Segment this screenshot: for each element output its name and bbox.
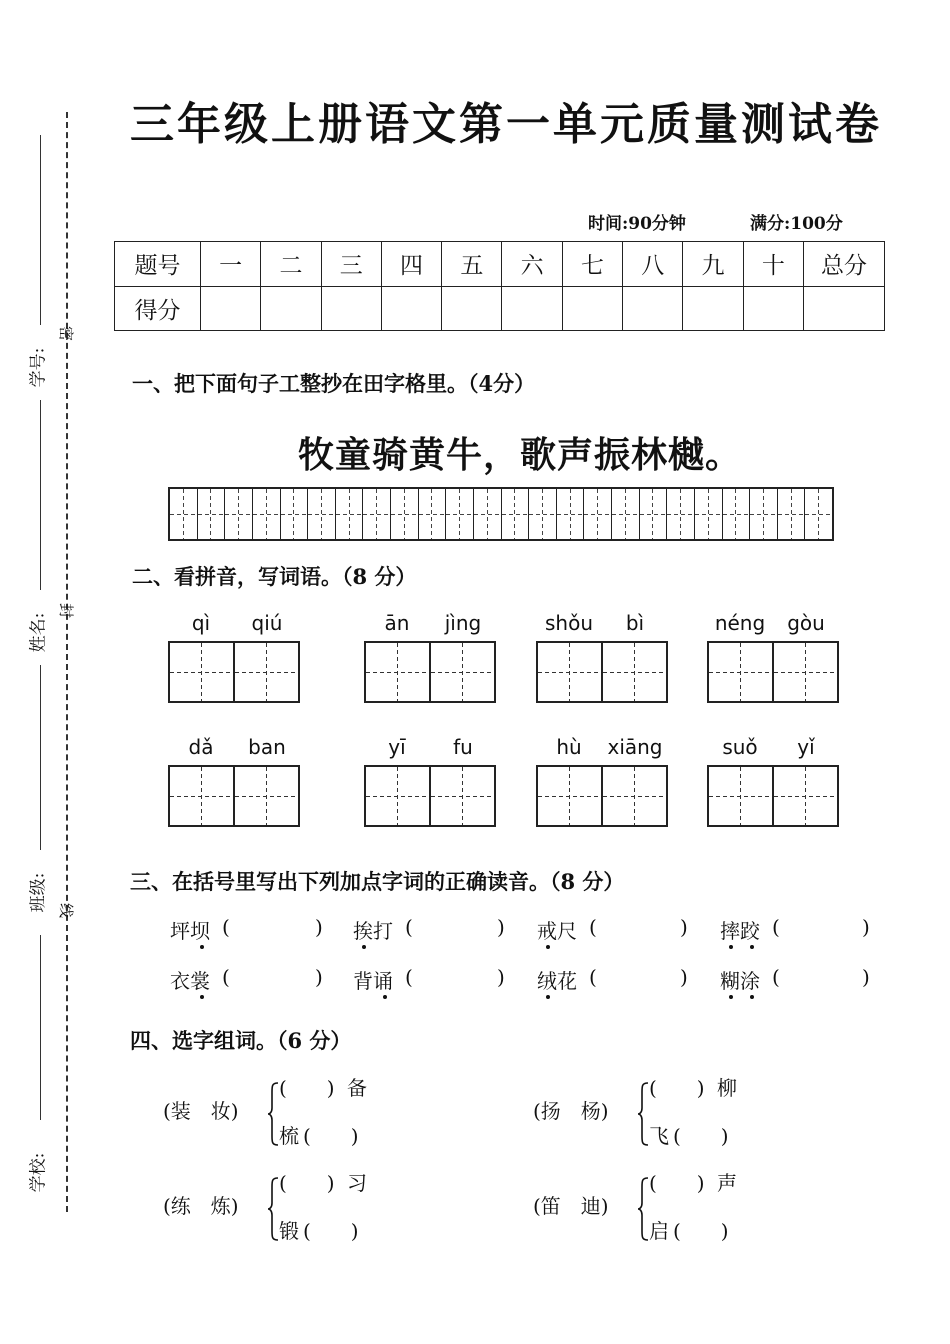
section1-heading: 一、把下面句子工整抄在田字格里。（4分） xyxy=(132,371,536,396)
pinyin-write-boxes xyxy=(364,765,496,827)
reading-word: 戒尺 xyxy=(537,919,577,943)
bottom-blank[interactable]: ( ) xyxy=(673,1219,729,1243)
top-blank[interactable]: ( ) xyxy=(279,1171,335,1195)
emphasis-dot xyxy=(729,995,733,999)
pinyin-syllable: yǐ xyxy=(797,735,815,759)
pinyin-word xyxy=(707,735,839,827)
student-id-rule xyxy=(40,135,41,325)
close-paren: ) xyxy=(680,915,688,939)
tianzige-cell[interactable] xyxy=(695,489,723,539)
pinyin-labels xyxy=(536,735,668,765)
pinyin-syllable: ban xyxy=(248,735,286,759)
close-paren: ) xyxy=(315,965,323,989)
open-paren: ( xyxy=(772,915,780,939)
bottom-char: 启 xyxy=(649,1219,669,1243)
answer-blank[interactable] xyxy=(415,915,493,941)
seal-xian: 线 xyxy=(57,902,76,919)
tianzige-box[interactable] xyxy=(709,643,774,701)
pinyin-syllable: dǎ xyxy=(188,735,214,759)
reading-word: 糊涂 xyxy=(720,969,760,993)
pinyin-syllable: yī xyxy=(388,735,406,759)
school-rule xyxy=(40,935,41,1120)
header-cell: 八 xyxy=(623,242,683,287)
pinyin-write-boxes xyxy=(707,641,839,703)
pinyin-word xyxy=(707,611,839,703)
pinyin-syllable: hù xyxy=(556,735,582,759)
header-cell: 四 xyxy=(381,242,441,287)
top-blank[interactable]: ( ) xyxy=(649,1171,705,1195)
student-id-label: 学号: xyxy=(28,347,49,388)
reading-word: 衣裳 xyxy=(170,969,210,993)
score-cell[interactable] xyxy=(562,286,622,331)
brace-icon xyxy=(267,1177,279,1241)
score-row-label: 得分 xyxy=(115,286,201,331)
tianzige-box[interactable] xyxy=(538,767,603,825)
answer-blank[interactable] xyxy=(232,965,311,991)
tianzige-cell[interactable] xyxy=(502,489,530,539)
header-cell: 总分 xyxy=(804,242,885,287)
section3-heading: 三、在括号里写出下列加点字词的正确读音。（8 分） xyxy=(130,869,625,894)
char-pair: (练 炼) xyxy=(163,1194,239,1218)
top-char: 习 xyxy=(347,1171,367,1195)
full-score: 满分:100分 xyxy=(750,214,843,234)
emphasis-dot xyxy=(362,945,366,949)
reading-word: 背诵 xyxy=(353,969,393,993)
pinyin-write-boxes xyxy=(168,765,300,827)
pinyin-labels xyxy=(168,735,300,765)
top-char: 备 xyxy=(347,1076,367,1100)
tianzige-cell[interactable] xyxy=(778,489,806,539)
pinyin-syllable: bì xyxy=(625,611,645,635)
tianzige-cell[interactable] xyxy=(557,489,585,539)
emphasis-dot xyxy=(383,995,387,999)
pinyin-syllable: jìng xyxy=(444,611,482,635)
top-char: 柳 xyxy=(717,1076,737,1100)
reading-word: 摔跤 xyxy=(720,919,760,943)
reading-word: 挨打 xyxy=(353,919,393,943)
tianzige-cell[interactable] xyxy=(391,489,419,539)
char-pair: (扬 杨) xyxy=(533,1099,609,1123)
tianzige-box[interactable] xyxy=(366,767,431,825)
tianzige-box[interactable] xyxy=(170,767,235,825)
top-blank[interactable]: ( ) xyxy=(649,1076,705,1100)
header-cell: 六 xyxy=(502,242,562,287)
score-cell[interactable] xyxy=(502,286,562,331)
tianzige-box[interactable] xyxy=(431,767,494,825)
bottom-blank[interactable]: ( ) xyxy=(303,1219,359,1243)
brace-icon xyxy=(637,1177,649,1241)
tianzige-row[interactable] xyxy=(168,487,834,541)
header-cell: 二 xyxy=(261,242,321,287)
bottom-blank[interactable]: ( ) xyxy=(673,1124,729,1148)
top-char: 声 xyxy=(717,1171,737,1195)
open-paren: ( xyxy=(405,965,413,989)
tianzige-cell[interactable] xyxy=(253,489,281,539)
pinyin-word xyxy=(364,611,496,703)
tianzige-cell[interactable] xyxy=(474,489,502,539)
pinyin-write-boxes xyxy=(707,765,839,827)
tianzige-box[interactable] xyxy=(774,767,837,825)
tianzige-box[interactable] xyxy=(709,767,774,825)
header-cell: 九 xyxy=(683,242,743,287)
pinyin-write-boxes xyxy=(364,641,496,703)
score-table-header-row xyxy=(115,242,885,287)
tianzige-cell[interactable] xyxy=(336,489,364,539)
tianzige-cell[interactable] xyxy=(640,489,668,539)
section4-heading: 四、选字组词。（6 分） xyxy=(130,1028,352,1053)
bottom-blank[interactable]: ( ) xyxy=(303,1124,359,1148)
emphasis-dot xyxy=(729,945,733,949)
score-cell[interactable] xyxy=(261,286,321,331)
top-blank[interactable]: ( ) xyxy=(279,1076,335,1100)
pinyin-word xyxy=(536,611,668,703)
header-cell: 十 xyxy=(743,242,803,287)
tianzige-box[interactable] xyxy=(538,643,603,701)
pinyin-syllable: qiú xyxy=(251,611,283,635)
pinyin-syllable: xiāng xyxy=(607,735,663,759)
score-table-score-row xyxy=(115,286,885,331)
header-cell: 三 xyxy=(321,242,381,287)
close-paren: ) xyxy=(497,965,505,989)
score-cell[interactable] xyxy=(442,286,502,331)
score-cell[interactable] xyxy=(381,286,441,331)
score-table xyxy=(114,241,885,331)
tianzige-box[interactable] xyxy=(431,643,494,701)
open-paren: ( xyxy=(222,965,230,989)
tianzige-box[interactable] xyxy=(603,643,666,701)
binding-dashed-line xyxy=(66,112,68,1212)
name-rule-top xyxy=(40,400,41,590)
score-cell[interactable] xyxy=(201,286,261,331)
tianzige-cell[interactable] xyxy=(723,489,751,539)
open-paren: ( xyxy=(589,915,597,939)
tianzige-cell[interactable] xyxy=(446,489,474,539)
tianzige-cell[interactable] xyxy=(308,489,336,539)
pinyin-syllable: suǒ xyxy=(722,735,758,759)
answer-blank[interactable] xyxy=(782,915,858,941)
tianzige-box[interactable] xyxy=(774,643,837,701)
bottom-char: 飞 xyxy=(649,1124,669,1148)
pinyin-write-boxes xyxy=(168,641,300,703)
bottom-char: 梳 xyxy=(279,1124,299,1148)
emphasis-dot xyxy=(200,995,204,999)
tianzige-box[interactable] xyxy=(235,767,298,825)
class-label: 班级: xyxy=(28,872,49,913)
tianzige-cell[interactable] xyxy=(805,489,832,539)
header-cell: 七 xyxy=(562,242,622,287)
pinyin-labels xyxy=(707,611,839,641)
score-cell[interactable] xyxy=(623,286,683,331)
pinyin-labels xyxy=(536,611,668,641)
answer-blank[interactable] xyxy=(599,915,676,941)
reading-word: 绒花 xyxy=(537,969,577,993)
pinyin-write-boxes xyxy=(536,641,668,703)
answer-blank[interactable] xyxy=(782,965,858,991)
header-cell: 题号 xyxy=(115,242,201,287)
tianzige-box[interactable] xyxy=(603,767,666,825)
close-paren: ) xyxy=(862,915,870,939)
emphasis-dot xyxy=(750,945,754,949)
emphasis-dot xyxy=(546,945,550,949)
tianzige-cell[interactable] xyxy=(363,489,391,539)
seal-mi: 密 xyxy=(57,325,76,342)
pinyin-syllable: néng xyxy=(714,611,766,635)
section2-heading: 二、看拼音，写词语。（8 分） xyxy=(132,564,417,589)
pinyin-word xyxy=(536,735,668,827)
tianzige-box[interactable] xyxy=(170,643,235,701)
char-pair: (装 妆) xyxy=(163,1099,239,1123)
emphasis-dot xyxy=(200,945,204,949)
tianzige-cell[interactable] xyxy=(225,489,253,539)
exam-time: 时间:90分钟 xyxy=(588,214,686,234)
pinyin-syllable: qì xyxy=(191,611,211,635)
pinyin-word xyxy=(168,735,300,827)
open-paren: ( xyxy=(589,965,597,989)
tianzige-cell[interactable] xyxy=(281,489,309,539)
tianzige-cell[interactable] xyxy=(667,489,695,539)
school-label: 学校: xyxy=(28,1152,49,1193)
close-paren: ) xyxy=(497,915,505,939)
open-paren: ( xyxy=(405,915,413,939)
tianzige-box[interactable] xyxy=(366,643,431,701)
tianzige-cell[interactable] xyxy=(529,489,557,539)
close-paren: ) xyxy=(315,915,323,939)
pinyin-syllable: fu xyxy=(453,735,473,759)
seal-feng: 封 xyxy=(57,602,76,619)
tianzige-cell[interactable] xyxy=(584,489,612,539)
header-cell: 一 xyxy=(201,242,261,287)
class-rule xyxy=(40,665,41,850)
page-title: 三年级上册语文第一单元质量测试卷 xyxy=(130,99,882,150)
copy-sentence: 牧童骑黄牛，歌声振林樾。 xyxy=(298,434,743,476)
tianzige-cell[interactable] xyxy=(612,489,640,539)
tianzige-box[interactable] xyxy=(235,643,298,701)
name-label: 姓名: xyxy=(28,612,49,653)
pinyin-syllable: gòu xyxy=(787,611,825,635)
char-pair: (笛 迪) xyxy=(533,1194,609,1218)
pinyin-write-boxes xyxy=(536,765,668,827)
score-cell[interactable] xyxy=(804,286,885,331)
bottom-char: 锻 xyxy=(279,1219,299,1243)
tianzige-cell[interactable] xyxy=(750,489,778,539)
brace-icon xyxy=(267,1082,279,1146)
emphasis-dot xyxy=(750,995,754,999)
open-paren: ( xyxy=(222,915,230,939)
close-paren: ) xyxy=(862,965,870,989)
emphasis-dot xyxy=(546,995,550,999)
brace-icon xyxy=(637,1082,649,1146)
score-cell[interactable] xyxy=(743,286,803,331)
close-paren: ) xyxy=(680,965,688,989)
answer-blank[interactable] xyxy=(232,915,311,941)
score-cell[interactable] xyxy=(321,286,381,331)
pinyin-labels xyxy=(707,735,839,765)
reading-word: 坪坝 xyxy=(170,919,210,943)
header-cell: 五 xyxy=(442,242,502,287)
pinyin-syllable: ān xyxy=(384,611,410,635)
answer-blank[interactable] xyxy=(599,965,676,991)
pinyin-labels xyxy=(364,611,496,641)
open-paren: ( xyxy=(772,965,780,989)
pinyin-labels xyxy=(168,611,300,641)
pinyin-syllable: shǒu xyxy=(544,611,593,635)
pinyin-word xyxy=(168,611,300,703)
tianzige-cell[interactable] xyxy=(198,489,226,539)
score-cell[interactable] xyxy=(683,286,743,331)
answer-blank[interactable] xyxy=(415,965,493,991)
tianzige-cell[interactable] xyxy=(170,489,198,539)
pinyin-labels xyxy=(364,735,496,765)
pinyin-word xyxy=(364,735,496,827)
tianzige-cell[interactable] xyxy=(419,489,447,539)
